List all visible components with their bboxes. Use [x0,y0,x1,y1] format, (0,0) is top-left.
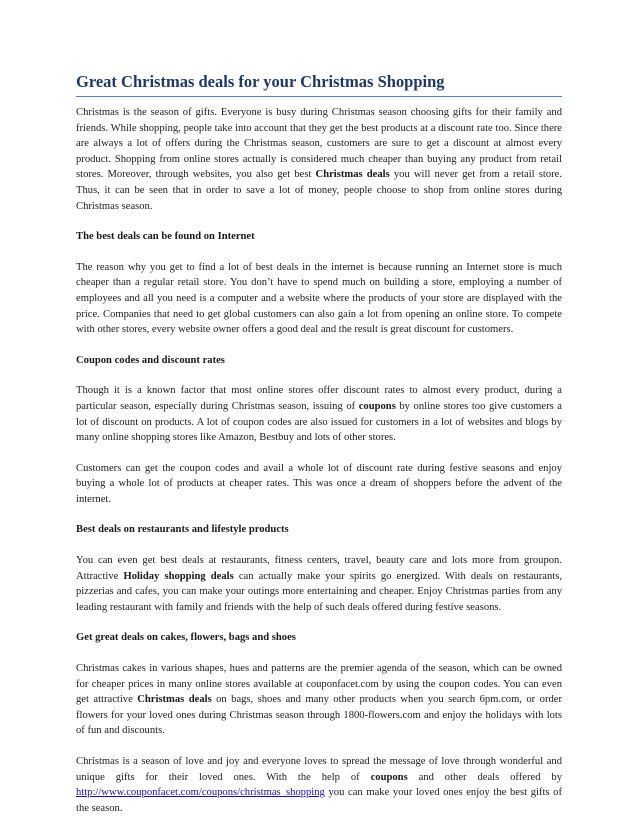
coupons-text: Though it is a known factor that most online stores offer discount rates to almost every product, during a particular season, especially during Christmas season, issuing of [76,385,562,412]
cakes-text: Christmas cakes in various shapes, hues and patterns are the premier agenda of the season, which can be owned for cheaper prices in many online stores available at couponfacet.com by using the coupon codes. You can even get attractive [76,663,562,706]
cakes-bold-keyword: Christmas deals [137,694,212,706]
couponfacet-link[interactable]: http://www.couponfacet.com/coupons/christmas_shopping [76,787,325,799]
intro-paragraph [76,105,562,214]
restaurants-text-end: can actually make your spirits go energized. With deals on restaurants, pizzerias and cafes, you can make your outings more entertaining and cheaper. Enjoy Christmas parties from any leading restaurant with family and friends with the help of such deals offered during festive seasons. [76,570,562,613]
closing-paragraph [76,754,562,816]
closing-text-mid: and other deals offered by [407,771,562,783]
cakes-paragraph [76,661,562,739]
restaurants-bold-keyword: Holiday shopping deals [123,570,234,582]
closing-text-end: you can make your loved ones enjoy the best gifts of the season. [76,787,562,814]
internet-paragraph: The reason why you get to find a lot of best deals in the internet is because running an Internet store is much cheaper than a regular retail store. You don’t have to spend much on building a store, employing a number of employees and all you need is a computer and a website where the products of your store are displayed with the price. Companies that need to get global customers can also gain a lot from opening an online store. To compete with other stores, every website owner offers a good deal and the result is great discount for customers. [76,261,562,336]
coupons-paragraph [76,383,562,445]
intro-text-end: you will never get from a retail store. Thus, it can be seen that in order to save a lot of money, people choose to shop from online stores during Christmas season. [76,169,562,212]
document-page [76,72,562,816]
restaurants-paragraph [76,553,562,615]
restaurants-text: You can even get best deals at restaurants, fitness centers, travel, beauty care and lots more from groupon. Attractive [76,555,562,582]
coupons-bold-keyword: coupons [358,400,396,412]
section-heading-restaurants: Best deals on restaurants and lifestyle products [76,524,289,536]
coupons-text-end: by online stores too give customers a lot of discount on products. A lot of coupon codes are also issued for customers in a lot of websites and blogs by many online shopping stores like Amazon, Bestbuy and lots of other stores. [76,400,562,444]
cakes-text-end: on bags, shoes and many other products when you search 6pm.com, or order flowers for your loved ones during Christmas season through 1800-flowers.com and enjoy the holidays with lots of fun and discounts. [76,694,562,737]
intro-text: Christmas is the season of gifts. Everyone is busy during Christmas season choosing gifts for their family and friends. While shopping, people take into account that they get the best products at a discount rate too. Since there are always a lot of offers during the Christmas season, customers are sure to get a discount at almost every product. Shopping from online stores actually is considered much cheaper than buying any product from retail stores. Moreover, through websites, you also get best [76,107,562,181]
section-heading-coupons: Coupon codes and discount rates [76,354,225,366]
section-heading-internet: The best deals can be found on Internet [76,231,255,243]
coupons-paragraph-2: Customers can get the coupon codes and avail a whole lot of discount rate during festive seasons and enjoy buying a whole lot of products at cheaper rates. This was once a dream of shoppers before the advent of the internet. [76,462,562,505]
page-title: Great Christmas deals for your Christmas Shopping [76,72,562,97]
intro-bold-keyword: Christmas deals [315,169,390,181]
section-heading-cakes: Get great deals on cakes, flowers, bags and shoes [76,632,296,644]
closing-text: Christmas is a season of love and joy and everyone loves to spread the message of love through wonderful and unique gifts for their loved ones. With the help of [76,756,562,783]
closing-bold-keyword: coupons [370,771,408,783]
